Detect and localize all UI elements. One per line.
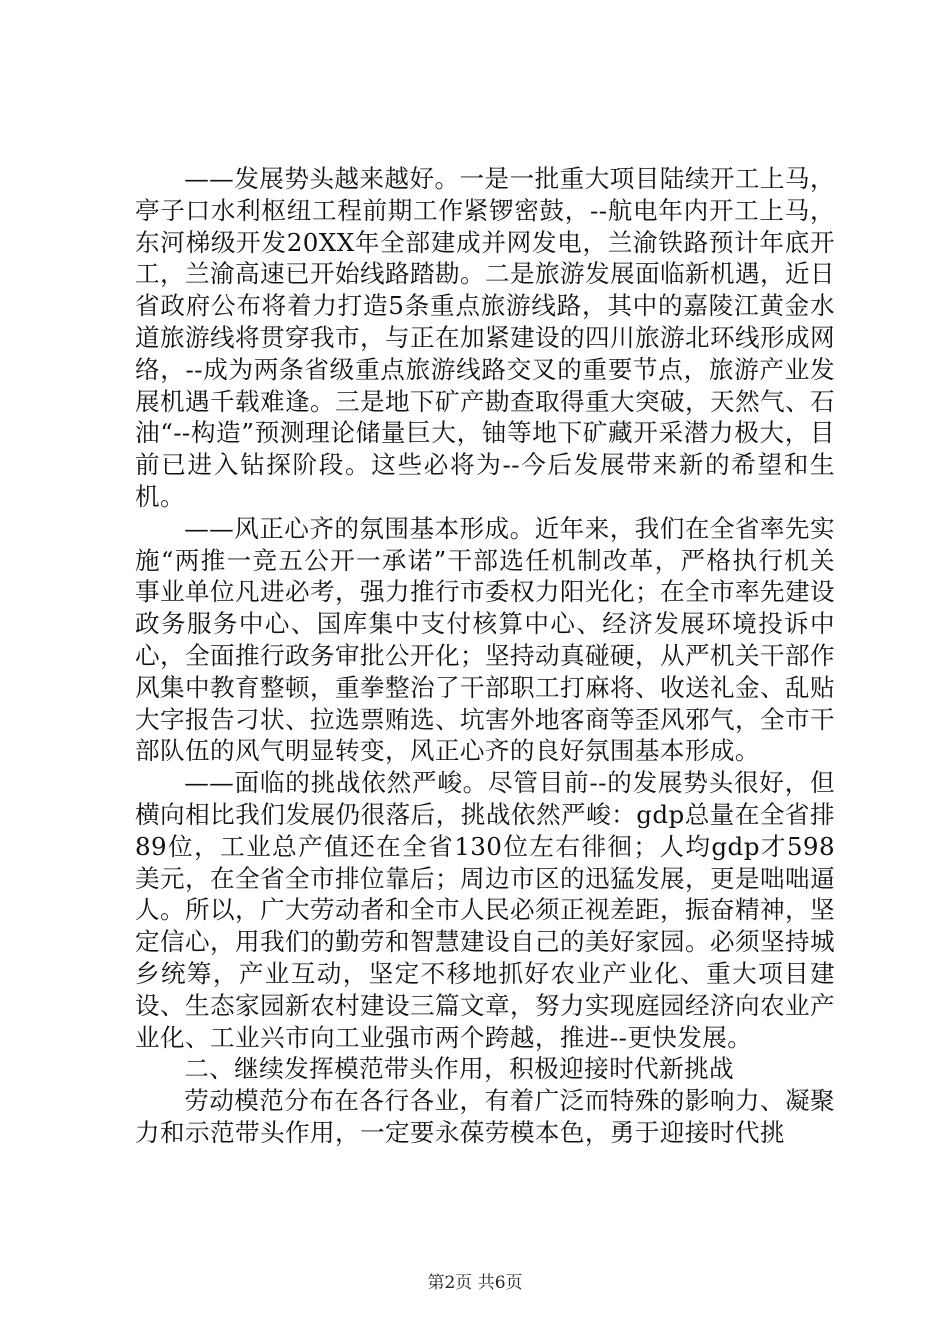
section-heading-two: 二、继续发挥模范带头作用，积极迎接时代新挑战	[184, 1054, 735, 1084]
paragraph-development-momentum: ——发展势头越来越好。一是一批重大项目陆续开工上马，亭子口水利枢纽工程前期工作紧锣密鼓，--航电年内开工上马，东河梯级开发20XX年全部建成并网发电，兰渝铁路预计年底开工，兰渝高速已开始线路踏勘。二是旅游发展面临新机遇，近日省政府公布将着力打造5条重点旅游线路，其中的嘉陵江黄金水道旅游线将贯穿我市，与正在加紧建设的四川旅游北环线形成网络，--成为两条省级重点旅游线路交叉的重要节点，旅游产业发展机遇千载难逢。三是地下矿产勘查取得重大突破，天然气、石油“--构造”预测理论储量巨大，铀等地下矿藏开采潜力极大，目前已进入钻探阶段。这些必将为--今后发展带来新的希望和生机。	[135, 164, 835, 511]
document-body	[135, 163, 835, 1149]
paragraph-challenges: ——面临的挑战依然严峻。尽管目前--的发展势头很好，但横向相比我们发展仍很落后，挑战依然严峻：gdp总量在全省排89位，工业总产值还在全省130位左右徘徊；人均gdp才598美元，在全省全市排位靠后；周边市区的迅猛发展，更是咄咄逼人。所以，广大劳动者和全市人民必须正视差距，振奋精神，坚定信心，用我们的勤劳和智慧建设自己的美好家园。必须坚持城乡统筹，产业互动，坚定不移地抓好农业产业化、重大项目建设、生态家园新农村建设三篇文章，努力实现庭园经济向农业产业化、工业兴市向工业强市两个跨越，推进--更快发展。	[135, 768, 835, 1052]
paragraph-good-atmosphere: ——风正心齐的氛围基本形成。近年来，我们在全省率先实施“两推一竞五公开一承诺”干部选任机制改革，严格执行机关事业单位凡进必考，强力推行市委权力阳光化；在全市率先建设政务服务中心、国库集中支付核算中心、经济发展环境投诉中心，全面推行政务审批公开化；坚持动真碰硬，从严机关干部作风集中教育整顿，重拳整治了干部职工打麻将、收送礼金、乱贴大字报告刁状、拉选票贿选、坑害外地客商等歪风邪气，全市干部队伍的风气明显转变，风正心齐的良好氛围基本形成。	[135, 513, 835, 766]
paragraph-model-workers: 劳动模范分布在各行各业，有着广泛而特殊的影响力、凝聚力和示范带头作用，一定要永葆劳模本色，勇于迎接时代挑	[135, 1086, 835, 1147]
page-number-footer: 第2页 共6页	[427, 1273, 523, 1293]
